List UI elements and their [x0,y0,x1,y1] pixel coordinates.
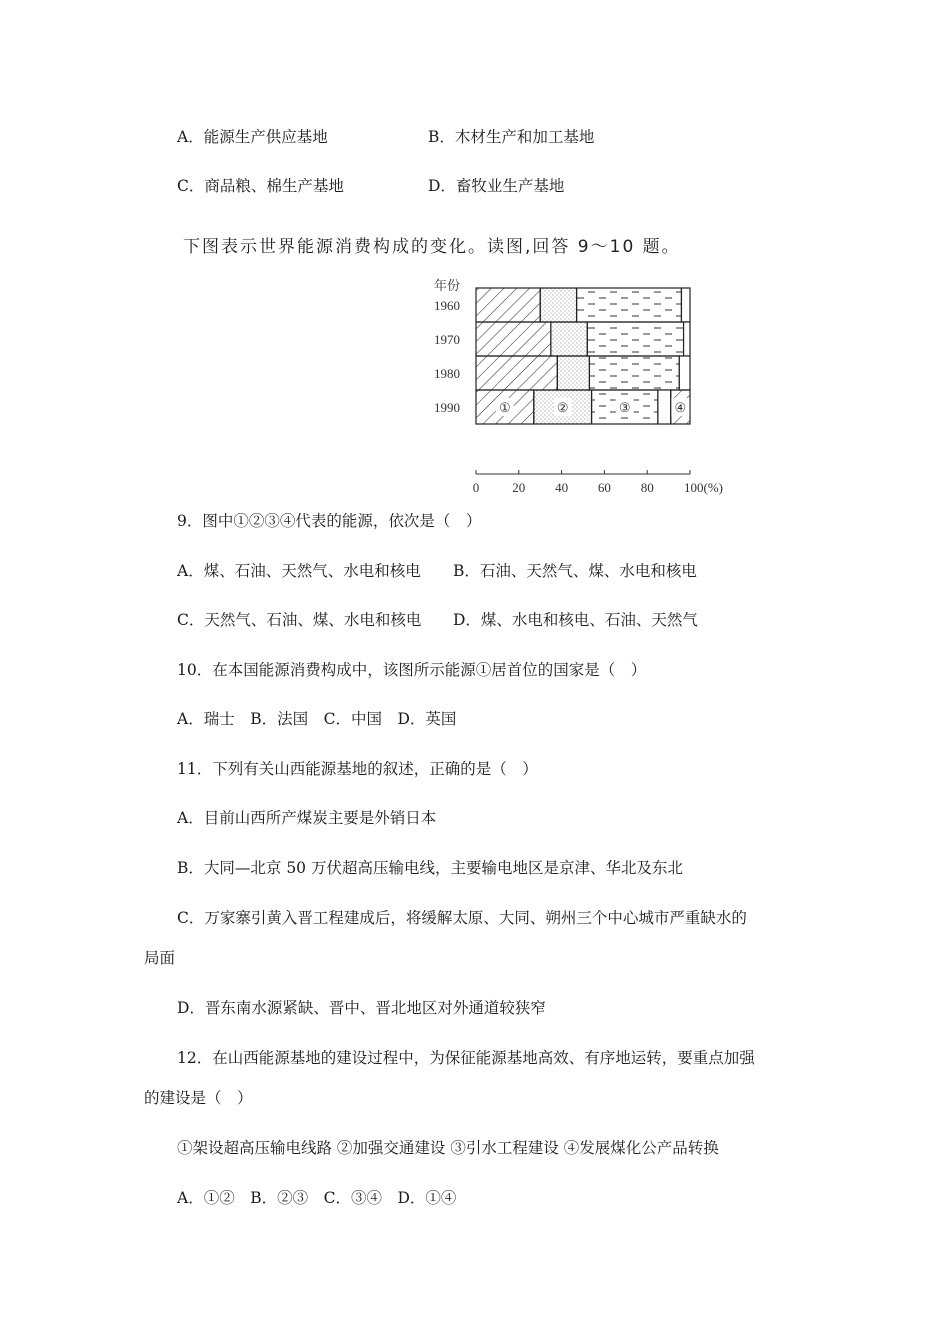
bar-segment-1980-s3 [679,356,690,390]
q11-option-c-cont: 局面 [144,949,176,967]
q12-items: ①架设超高压输电线路 ②加强交通建设 ③引水工程建设 ④发展煤化公产品转换 [177,1139,719,1157]
bar-segment-1960-s1 [540,288,576,322]
q11-option-a: A．目前山西所产煤炭主要是外销日本 [177,809,437,827]
q12-stem-cont: 的建设是（ ） [144,1089,253,1107]
q8-option-a: A．能源生产供应基地 [177,128,328,146]
year-label-1960: 1960 [434,298,460,313]
bar-segment-1970-s1 [551,322,587,356]
year-label-1990: 1990 [434,400,460,415]
year-label-1970: 1970 [434,332,460,347]
series-label: ① [499,400,511,415]
q8-option-b: B．木材生产和加工基地 [428,128,595,146]
q11-option-d: D．晋东南水源紧缺、晋中、晋北地区对外通道较狭窄 [177,999,546,1017]
bar-segment-1960-s0 [476,288,540,322]
q8-option-c: C．商品粮、棉生产基地 [177,177,344,195]
q10-options: A．瑞士 B．法国 C．中国 D．英国 [177,710,457,728]
series-label: ④ [674,400,687,415]
bar-segment-1980-s1 [557,356,589,390]
q12-stem: 12．在山西能源基地的建设过程中，为保征能源基地高效、有序地运转，要重点加强 [177,1049,755,1067]
year-label-1980: 1980 [434,366,460,381]
x-tick-label: 80 [640,480,654,495]
bar-segment-1990-s3 [658,390,671,424]
x-tick-label: 60 [597,480,611,495]
y-axis-label: 年份 [434,278,461,293]
x-tick-label: 100(%) [684,480,723,495]
bar-segment-1970-s3 [684,322,690,356]
chart-intro: 下图表示世界能源消费构成的变化。读图,回答 9～10 题。 [183,237,681,257]
series-label: ② [556,400,569,415]
bar-segment-1980-s2 [589,356,679,390]
series-label: ③ [618,400,631,415]
bar-segment-1960-s2 [577,288,682,322]
x-tick-label: 0 [472,480,480,495]
q11-stem: 11．下列有关山西能源基地的叙述，正确的是（ ） [177,760,538,778]
energy-consumption-chart [420,270,760,495]
q9-option-a: A．煤、石油、天然气、水电和核电 [177,562,421,580]
bar-segment-1960-s3 [681,288,690,322]
q10-stem: 10．在本国能源消费构成中，该图所示能源①居首位的国家是（ ） [177,661,647,679]
bar-segment-1980-s0 [476,356,557,390]
bar-segment-1970-s2 [587,322,683,356]
q9-option-c: C．天然气、石油、煤、水电和核电 [177,611,422,629]
q11-option-c: C．万家寨引黄入晋工程建成后，将缓解太原、大同、朔州三个中心城市严重缺水的 [177,909,747,927]
bar-segment-1970-s0 [476,322,551,356]
x-tick-label: 40 [555,480,569,495]
q12-options: A．①② B．②③ C．③④ D．①④ [177,1189,457,1207]
q8-option-d: D．畜牧业生产基地 [428,177,565,195]
q9-option-b: B．石油、天然气、煤、水电和核电 [453,562,697,580]
q11-option-b: B．大同—北京 50 万伏超高压输电线，主要输电地区是京津、华北及东北 [177,859,683,877]
q9-option-d: D．煤、水电和核电、石油、天然气 [453,611,698,629]
q9-stem: 9．图中①②③④代表的能源，依次是（ ） [177,512,482,530]
x-tick-label: 20 [512,480,526,495]
